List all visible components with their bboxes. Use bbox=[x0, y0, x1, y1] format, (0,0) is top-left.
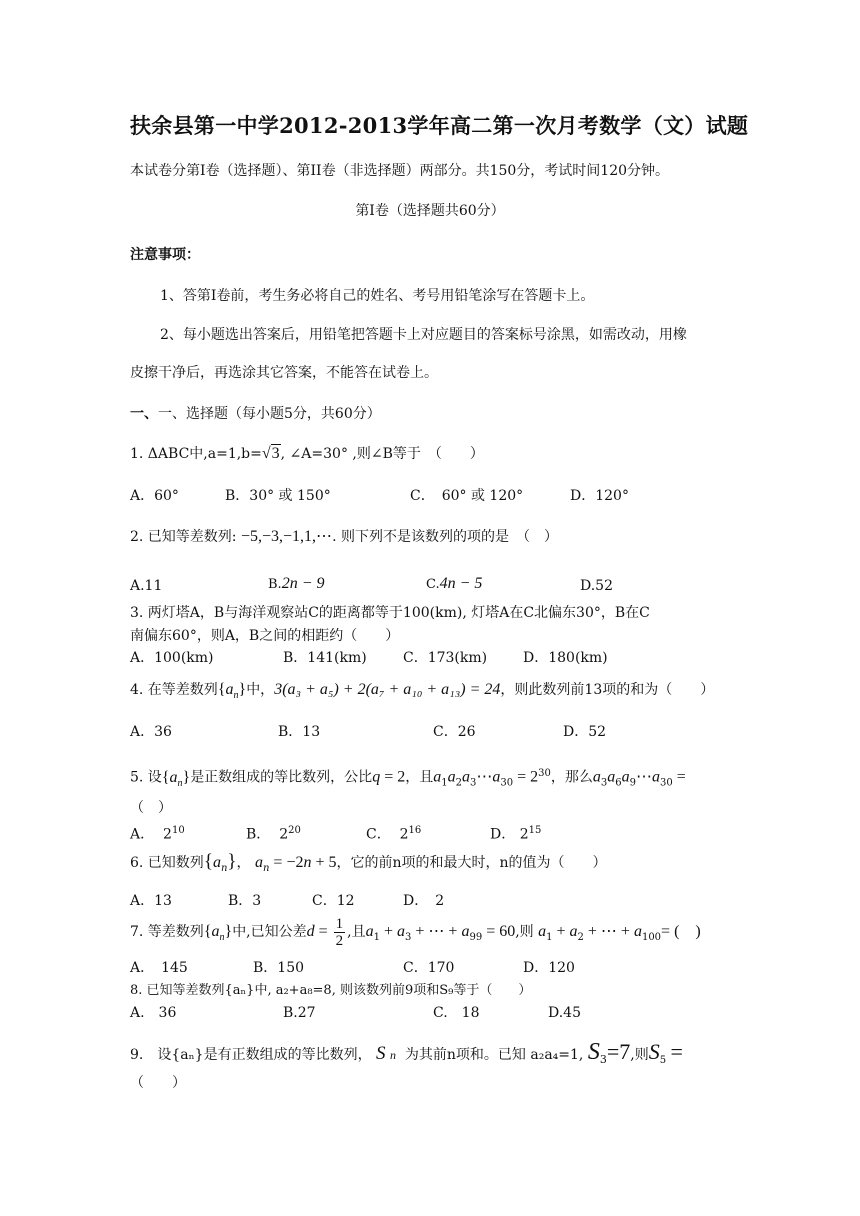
q6-option-b: B．3 bbox=[228, 893, 262, 909]
q7-option-b: B．150 bbox=[253, 960, 305, 976]
q3-option-c: C．173(km) bbox=[403, 650, 488, 666]
q5-option-c: C． $2^{16}$ bbox=[366, 825, 422, 843]
question-4: 4. 在等差数列$\{a_n\}$中，3(a₃ + a₅) + 2(a₇ + a₁₀ + a₁₃) = 24，则此数列前13项的和为（ ） bbox=[130, 681, 715, 702]
question-9: 9. 设{aₙ}是有正数组成的等比数列， S n 为其前n项和。已知 a₂a₄=1, $S_3=7$,则$S_5$ = bbox=[130, 1039, 683, 1066]
question-5-end: （ ） bbox=[130, 800, 172, 816]
question-8: 8. 已知等差数列{aₙ}中, a₂+a₈=8, 则该数列前9项和S₉等于（ ） bbox=[130, 983, 532, 998]
page-title: 扶余县第一中学2012-2013学年高二第一次月考数学（文）试题 bbox=[130, 113, 749, 138]
q4-option-d: D．52 bbox=[563, 724, 607, 740]
notice-item-2: 2、每小题选出答案后，用铅笔把答题卡上对应题目的答案标号涂黑，如需改动，用橡 bbox=[160, 327, 687, 343]
question-6: 6. 已知数列$\{a_n\}$， $a_n = -2n + 5$，它的前n项的和最大时，n的值为（ ） bbox=[130, 851, 607, 874]
question-5: 5. 设$\{a_n\}$是正数组成的等比数列，公比q = 2，且$a_1a_2a_3\cdots a_{30} = 2^{30}$，那么$a_3a_6a_9\cdots a_{30}$ = bbox=[130, 768, 686, 789]
section1-heading-text: 一、选择题（每小题5分，共60分） bbox=[158, 406, 381, 422]
question-7: 7. 等差数列$\{a_n\}$中,已知公差d = $\frac{1}{2}$ ,且$a_1 + a_3$ + ⋯ + $a_{99} = 60$,则 $a_1 + a_2$ + ⋯ + $a_{100}=$ ( ) bbox=[130, 915, 701, 949]
q6-option-a: A．13 bbox=[130, 893, 172, 909]
notice-item-1: 1、答第I卷前，考生务必将自己的姓名、考号用铅笔涂写在答题卡上。 bbox=[160, 288, 595, 304]
q6-option-d: D． 2 bbox=[403, 893, 445, 909]
question-3-line1: 3. 两灯塔A，B与海洋观察站C的距离都等于100(km), 灯塔A在C北偏东30°，B在C bbox=[130, 605, 650, 621]
fraction: $\frac{1}{2}$ bbox=[335, 915, 344, 949]
q5-option-a: A． $2^{10}$ bbox=[130, 825, 185, 843]
q3-option-b: B．141(km) bbox=[283, 650, 367, 666]
question-2: 2. 已知等差数列: −5,−3,−1,1,⋯. 则下列不是该数列的项的是 （ ） bbox=[130, 528, 558, 545]
sqrt-symbol: √3 bbox=[261, 445, 280, 462]
question-9-end: （ ） bbox=[130, 1075, 186, 1091]
q4-option-a: A．36 bbox=[130, 724, 172, 740]
q8-option-c: C. 18 bbox=[433, 1005, 480, 1021]
q7-option-c: C．170 bbox=[403, 960, 455, 976]
q3-option-d: D．180(km) bbox=[523, 650, 608, 666]
q2-option-c: C.4n − 5 bbox=[426, 575, 483, 592]
q3-option-a: A．100(km) bbox=[130, 650, 214, 666]
q5-option-d: D． $2^{15}$ bbox=[490, 825, 542, 843]
q4-option-b: B．13 bbox=[278, 724, 321, 740]
q2-option-b: B.2n − 9 bbox=[268, 575, 325, 592]
q1-option-a: A．60° bbox=[130, 488, 179, 504]
q8-option-d: D.45 bbox=[548, 1005, 581, 1021]
q4-option-c: C．26 bbox=[433, 724, 476, 740]
intro-text: 本试卷分第I卷（选择题）、第II卷（非选择题）两部分。共150分，考试时间120分钟。 bbox=[130, 163, 670, 179]
notice-heading: 注意事项： bbox=[130, 247, 200, 263]
q7-option-a: A． 145 bbox=[130, 960, 188, 976]
q2-option-d: D.52 bbox=[580, 578, 613, 594]
q8-option-b: B.27 bbox=[283, 1005, 316, 1021]
question-3-line2: 南偏东60°，则A，B之间的相距约（ ） bbox=[130, 628, 400, 644]
q1-option-b: B．30° 或 150° bbox=[225, 488, 331, 504]
part1-heading: 第I卷（选择题共60分） bbox=[355, 203, 505, 219]
q1-option-d: D．120° bbox=[570, 488, 629, 504]
q2-option-a: A.11 bbox=[130, 578, 163, 594]
notice-item-2-cont: 皮擦干净后，再选涂其它答案，不能答在试卷上。 bbox=[130, 365, 438, 381]
question-1: 1. ΔABC中,a=1,b=√3, ∠A=30° ,则∠B等于 （ ） bbox=[130, 445, 484, 462]
section1-heading: 一、一、选择题（每小题5分，共60分） bbox=[130, 406, 381, 422]
q8-option-a: A. 36 bbox=[130, 1005, 177, 1021]
q7-option-d: D．120 bbox=[523, 960, 575, 976]
q6-option-c: C．12 bbox=[312, 893, 355, 909]
q1-option-c: C． 60° 或 120° bbox=[410, 488, 524, 504]
q5-option-b: B． $2^{20}$ bbox=[246, 825, 301, 843]
